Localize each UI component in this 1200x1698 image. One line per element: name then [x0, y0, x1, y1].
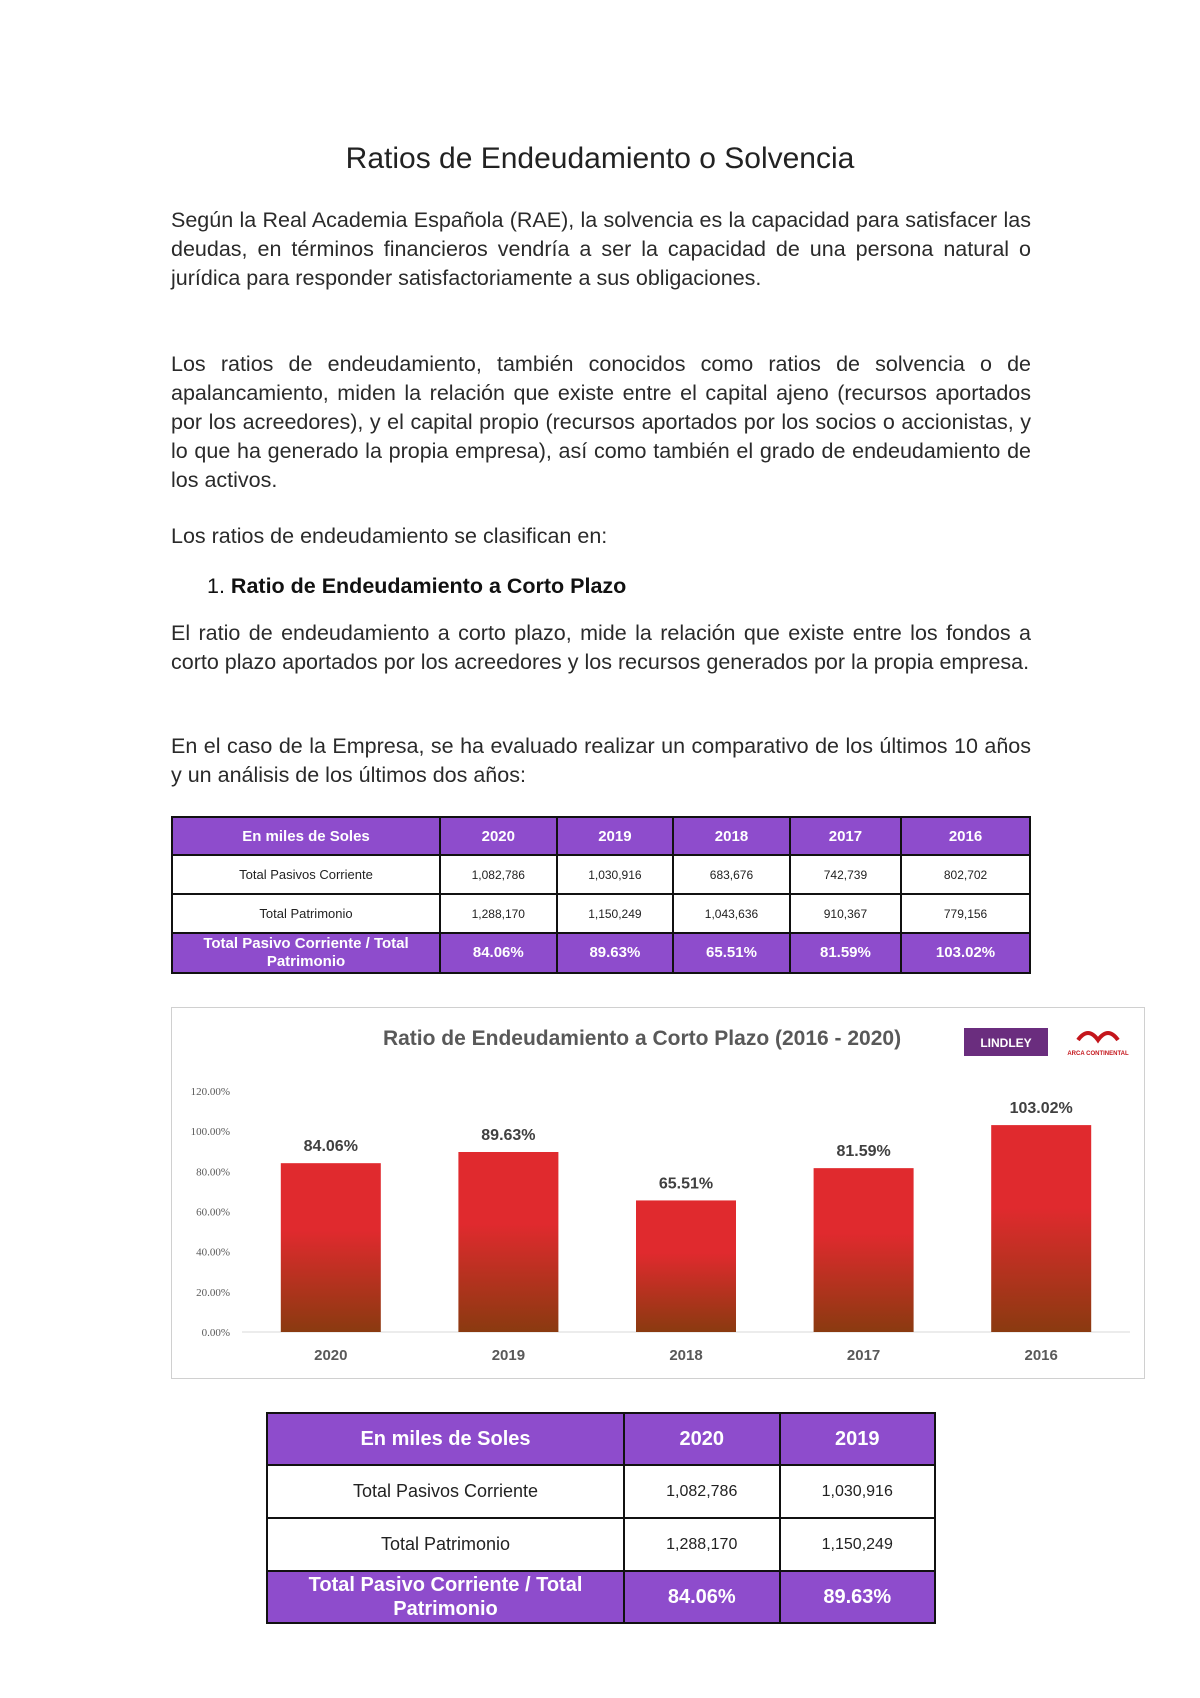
total-label: Total Pasivo Corriente / Total Patrimonio [172, 933, 440, 973]
bar-chart-svg [172, 1008, 1144, 1378]
paragraph-ratios-definition: Los ratios de endeudamiento, también conocidos como ratios de solvencia o de apalancamiento, miden la relación que existe entre el capital ajeno (recursos aportados por los acreedores), y el capital propio (recursos aportados por los socios o accionistas, y lo que ha generado la propia empresa), así como también el grado de endeudamiento de los activos. [171, 352, 1031, 492]
data-label-2020: 84.06% [303, 1138, 358, 1156]
table-header-cell: 2018 [673, 817, 790, 855]
table-cell: 1,288,170 [624, 1518, 780, 1571]
table-row [267, 1518, 935, 1571]
row-label: Total Pasivos Corriente [172, 855, 440, 894]
table-cell: 1,150,249 [780, 1518, 936, 1571]
row-label: Total Patrimonio [172, 894, 440, 933]
lindley-logo [964, 1028, 1048, 1056]
ratio-table-2-years [266, 1412, 936, 1624]
table-total-row [172, 933, 1030, 973]
total-cell: 84.06% [624, 1571, 780, 1623]
y-tick-label: 120.00% [190, 1086, 230, 1098]
y-tick-label: 40.00% [196, 1246, 230, 1259]
total-cell: 89.63% [780, 1571, 936, 1623]
table-header-cell: 2019 [780, 1413, 936, 1465]
table-row [172, 894, 1030, 933]
table-header-cell: 2017 [790, 817, 901, 855]
bar-2018 [636, 1200, 736, 1332]
table-cell: 1,030,916 [780, 1465, 936, 1518]
paragraph-short-term-definition: El ratio de endeudamiento a corto plazo, mide la relación que existe entre los fondos a corto plazo aportados por los acreedores y los recursos generados por la propia empresa. [171, 621, 1031, 674]
paragraph-classification: Los ratios de endeudamiento se clasifican en: [171, 524, 608, 548]
y-tick-label: 0.00% [201, 1327, 230, 1339]
table-header-cell: 2020 [440, 817, 557, 855]
x-tick-label-2019: 2019 [491, 1347, 526, 1364]
x-tick-label-2017: 2017 [846, 1347, 881, 1364]
total-cell: 103.02% [901, 933, 1030, 973]
table-cell: 1,288,170 [440, 894, 557, 933]
table-header-row [172, 817, 1030, 855]
table-cell: 1,082,786 [440, 855, 557, 894]
data-label-2019: 89.63% [481, 1126, 536, 1144]
list-item-heading: Ratio de Endeudamiento a Corto Plazo [230, 574, 627, 598]
bar-2020 [281, 1163, 381, 1332]
table-cell: 683,676 [673, 855, 790, 894]
bar-2017 [814, 1168, 914, 1332]
table-header-cell: En miles de Soles [172, 817, 440, 855]
total-cell: 65.51% [673, 933, 790, 973]
bars [281, 1100, 1091, 1364]
y-tick-label: 60.00% [196, 1206, 230, 1219]
y-tick-label: 80.00% [196, 1166, 230, 1179]
row-label: Total Patrimonio [267, 1518, 624, 1571]
data-label-2016: 103.02% [1009, 1100, 1073, 1118]
total-cell: 89.63% [557, 933, 674, 973]
paragraph-comparison: En el caso de la Empresa, se ha evaluado realizar un comparativo de los últimos 10 años y un análisis de los últimos dos años: [171, 734, 1031, 787]
table-header-row [267, 1413, 935, 1465]
ratio-table-5-years [171, 816, 1031, 974]
x-tick-label-2016: 2016 [1024, 1347, 1058, 1364]
total-cell: 84.06% [440, 933, 557, 973]
total-label: Total Pasivo Corriente / Total Patrimonio [267, 1571, 624, 1623]
svg-text:ARCA CONTINENTAL: ARCA CONTINENTAL [1067, 1051, 1129, 1057]
table-cell: 742,739 [790, 855, 901, 894]
total-cell: 81.59% [790, 933, 901, 973]
table-row [267, 1465, 935, 1518]
list-number: 1. [207, 574, 225, 598]
x-tick-label-2020: 2020 [314, 1347, 348, 1364]
table-row [172, 855, 1030, 894]
list-item-short-term-ratio [207, 574, 626, 599]
bar-2019 [458, 1152, 558, 1332]
table-header-cell: En miles de Soles [267, 1413, 624, 1465]
bar-2016 [991, 1125, 1091, 1332]
chart-title: Ratio de Endeudamiento a Corto Plazo (2016 - 2020) [382, 1027, 902, 1050]
table-header-cell: 2019 [557, 817, 674, 855]
table-cell: 1,082,786 [624, 1465, 780, 1518]
table-cell: 779,156 [901, 894, 1030, 933]
page-title: Ratios de Endeudamiento o Solvencia [345, 142, 855, 175]
table-cell: 802,702 [901, 855, 1030, 894]
table-cell: 1,150,249 [557, 894, 674, 933]
x-tick-label-2018: 2018 [669, 1347, 703, 1364]
table-total-row [267, 1571, 935, 1623]
table-cell: 1,043,636 [673, 894, 790, 933]
y-tick-label: 20.00% [196, 1286, 230, 1299]
paragraph-rae: Según la Real Academia Española (RAE), la solvencia es la capacidad para satisfacer las deudas, en términos financieros vendría a ser la capacidad de una persona natural o jurídica para responder satisfactoriamente a sus obligaciones. [171, 208, 1031, 290]
arca-continental-logo [1067, 1033, 1129, 1057]
y-tick-label: 100.00% [190, 1126, 230, 1139]
data-label-2018: 65.51% [658, 1175, 714, 1193]
table-header-cell: 2020 [624, 1413, 780, 1465]
table-cell: 910,367 [790, 894, 901, 933]
table-cell: 1,030,916 [557, 855, 674, 894]
row-label: Total Pasivos Corriente [267, 1465, 624, 1518]
data-label-2017: 81.59% [836, 1143, 891, 1161]
y-axis [191, 1086, 230, 1339]
bar-chart [171, 1007, 1145, 1379]
svg-text:LINDLEY: LINDLEY [980, 1036, 1032, 1050]
table-header-cell: 2016 [901, 817, 1030, 855]
